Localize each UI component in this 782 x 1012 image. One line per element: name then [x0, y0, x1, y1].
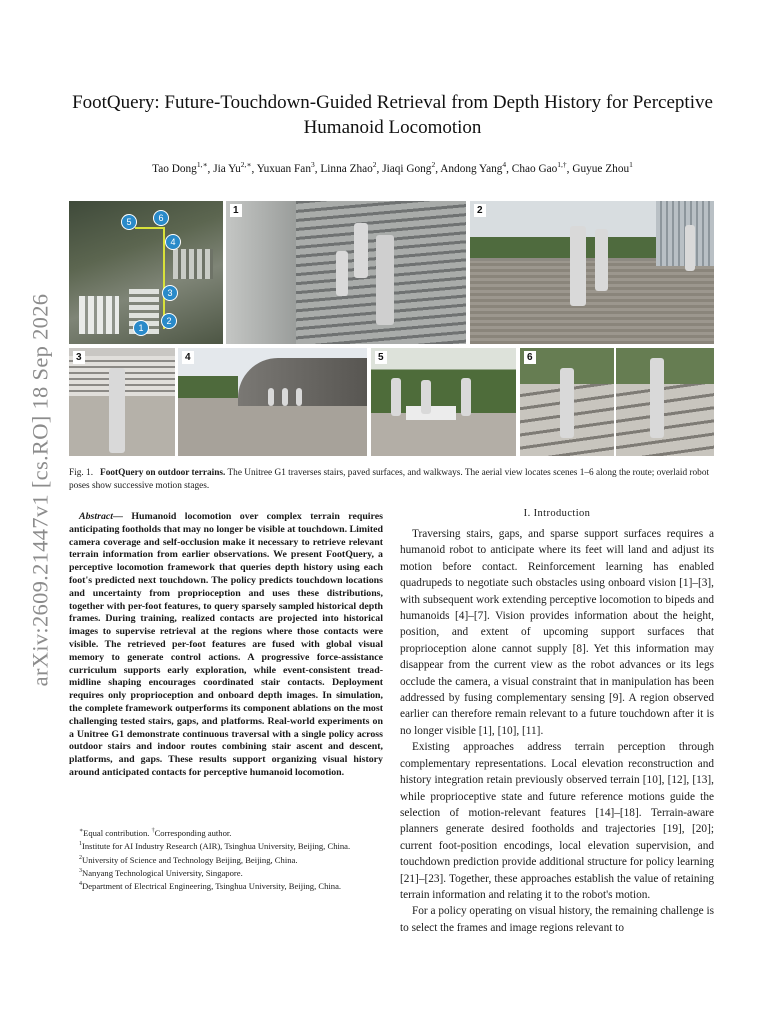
author: Guyue Zhou$^1$: [572, 160, 633, 175]
robot-figure: [296, 388, 302, 406]
paving: [470, 261, 714, 344]
photo-panel-3: [69, 348, 175, 456]
photo-panel-2: [470, 201, 714, 344]
robot-figure: [461, 378, 471, 416]
route-marker: 5: [121, 214, 137, 230]
author: Andong Yang$^4$: [440, 160, 507, 175]
robot-figure: [570, 226, 586, 306]
arxiv-stamp-text: arXiv:2609.21447v1 [cs.RO] 18 Sep 2026: [27, 293, 52, 687]
route-marker: 4: [165, 234, 181, 250]
photo-panel-6: [520, 348, 714, 456]
robot-figure: [376, 235, 394, 325]
caption-bold: FootQuery on outdoor terrains.: [100, 468, 226, 478]
author-list: Tao Dong$^{1,∗}$, Jia $Yu^{2,∗}$, Yuxuan Fan$^3$, Linna Zhao$^2$, Jiaqi Gong$^2$, Andong Yang$^4$, Chao Gao$^{1,\dagger}$, Guyue Zhou$^1$: [152, 160, 633, 175]
panel-number: 3: [73, 351, 85, 364]
panel-number: 6: [524, 351, 536, 364]
photo-panel-1: [226, 201, 466, 344]
route-marker: 6: [153, 210, 169, 226]
robot-figure: [282, 388, 288, 406]
robot-figure: [685, 225, 695, 271]
author: Chao Gao$^{1,\dagger}$: [511, 160, 567, 175]
intro-paragraph: Existing approaches address terrain perception through complementary representations. Local elevation reconstruction and history integration retain previously observed terrain [10], [12], [13], while proprioceptive state and future reference motions guide the selection of motion-relevant features [14]–[18]. Terrain-aware planners generate desired footholds and trajectories [19], [20]; current foot-position encodings, local elevation supervision, and touchdown prediction provide additional structure for policy learning [21]–[23]. Together, these approaches establish the value of retaining terrain information and relating it to the robot's motion.: [400, 741, 714, 901]
footnote: $^1$Institute for AI Industry Research (AIR), Tsinghua University, Beijing, China.: [79, 841, 351, 852]
author: Jia $Yu^{2,∗}$: [213, 160, 252, 175]
robot-figure: [354, 223, 368, 278]
panel-number: 5: [375, 351, 387, 364]
figure-caption: [69, 467, 714, 493]
left-column: [69, 511, 383, 780]
author: Yuxuan Fan$^3$: [256, 160, 315, 175]
footnote: $^2$University of Science and Technology Beijing, Beijing, China.: [79, 854, 298, 865]
robot-figure: [650, 358, 664, 438]
footnote: ∗Equal contribution. †Corresponding author.: [79, 827, 232, 838]
wall: [226, 201, 296, 344]
robot-figure: [560, 368, 574, 438]
robot-figure: [109, 368, 125, 453]
robot-figure: [391, 378, 401, 416]
footnote: $^4$Department of Electrical Engineering, Tsinghua University, Beijing, China.: [79, 880, 342, 891]
panel-number: 4: [182, 351, 194, 364]
author: Jiaqi Gong$^2$: [382, 160, 436, 175]
route-marker: 3: [162, 285, 178, 301]
abstract-text: — Humanoid locomotion over complex terrain requires anticipating footholds that may no longer be visible at touchdown. Limited camera coverage and self-occlusion make it necessary to retrieve relevant terrain information from earlier observations. We present FootQuery, a perceptive locomotion framework that queries depth history using each foot's predicted next touchdown. The policy predicts touchdown locations and uncertainty from proprioception and uses these distributions, together with per-foot features, to query sparsely sampled historical depth frames. During training, realized contacts are projected into historical images to supervise retrieval at the regions where those contacts were visible. The retrieved per-foot features are fused with global visual memory to generate control actions. A progressive force-assistance curriculum supports early exploration, while event-consistent tread-midline shaping encourages coordinated stair contacts. Deployment requires only proprioception and onboard depth images. In simulation, the complete framework outperforms its component ablations on the most challenging tested stairs, gaps, and platforms. Real-world experiments on a Unitree G1 demonstrate continuous traversal with a single policy across outdoor stairs and indoor routes combining stair ascent and descent, platforms, and gaps. These results support organizing visual history around anticipated contacts for perceptive humanoid locomotion.: [69, 511, 383, 778]
route-marker: 2: [161, 313, 177, 329]
panel-number: 1: [230, 204, 242, 217]
building-block: [173, 249, 213, 279]
aerial-route-map: [69, 201, 223, 344]
building: [238, 358, 367, 406]
panel-divider: [614, 348, 616, 456]
photo-panel-4: [178, 348, 367, 456]
building-block: [79, 296, 119, 334]
abstract-lead: Abstract: [79, 511, 114, 522]
caption-label: Fig. 1.: [69, 468, 94, 478]
photo-panel-5: [371, 348, 516, 456]
panel-number: 2: [474, 204, 486, 217]
intro-paragraph: Traversing stairs, gaps, and sparse support surfaces requires a humanoid robot to anticipate where its feet will land and adjust its motion before contact. Reinforcement learning has enabled quadrupeds to negotiate such obstacles using onboard vision [1]–[3], with subsequent work extending perceptive locomotion to bipeds and humanoids [4]–[7]. Vision provides information about the height, position, and extent of upcoming support surfaces that proprioception alone cannot supply [8]. Yet this information may disappear from the current view as the robot advances or its legs occlude the camera, a visual constraint that in manipulation has been addressed by fusing complementary sensing [9]. A region observed earlier can therefore remain relevant to a future touchdown after it is no longer visible [1], [10], [11].: [400, 528, 714, 737]
arxiv-stamp: [18, 280, 62, 700]
author: Tao Dong$^{1,∗}$: [152, 160, 208, 175]
route-path: [135, 227, 165, 329]
caption-text: The Unitree G1 traverses stairs, paved surfaces, and walkways. The aerial view locates scenes 1–6 along the route; overlaid robot poses show successive motion stages.: [69, 468, 710, 491]
trees: [178, 376, 238, 398]
robot-figure: [421, 380, 431, 414]
footnote: $^3$Nanyang Technological University, Singapore.: [79, 867, 243, 878]
route-marker: 1: [133, 320, 149, 336]
paper-title: FootQuery: Future-Touchdown-Guided Retrieval from Depth History for Perceptive Humanoid Locomotion: [72, 92, 713, 138]
steps: [520, 384, 714, 456]
intro-paragraph: For a policy operating on visual history, the remaining challenge is to select the frames and image regions relevant to: [400, 905, 715, 934]
section-heading: I. Introduction: [523, 508, 591, 519]
author: Linna Zhao$^2$: [320, 160, 377, 175]
robot-figure: [595, 229, 608, 291]
figure-1: [69, 201, 714, 456]
abstract: [69, 511, 383, 780]
bench: [406, 406, 456, 420]
footnotes: [69, 826, 383, 892]
robot-figure: [268, 388, 274, 406]
right-column: [400, 508, 714, 936]
robot-figure: [336, 251, 348, 296]
